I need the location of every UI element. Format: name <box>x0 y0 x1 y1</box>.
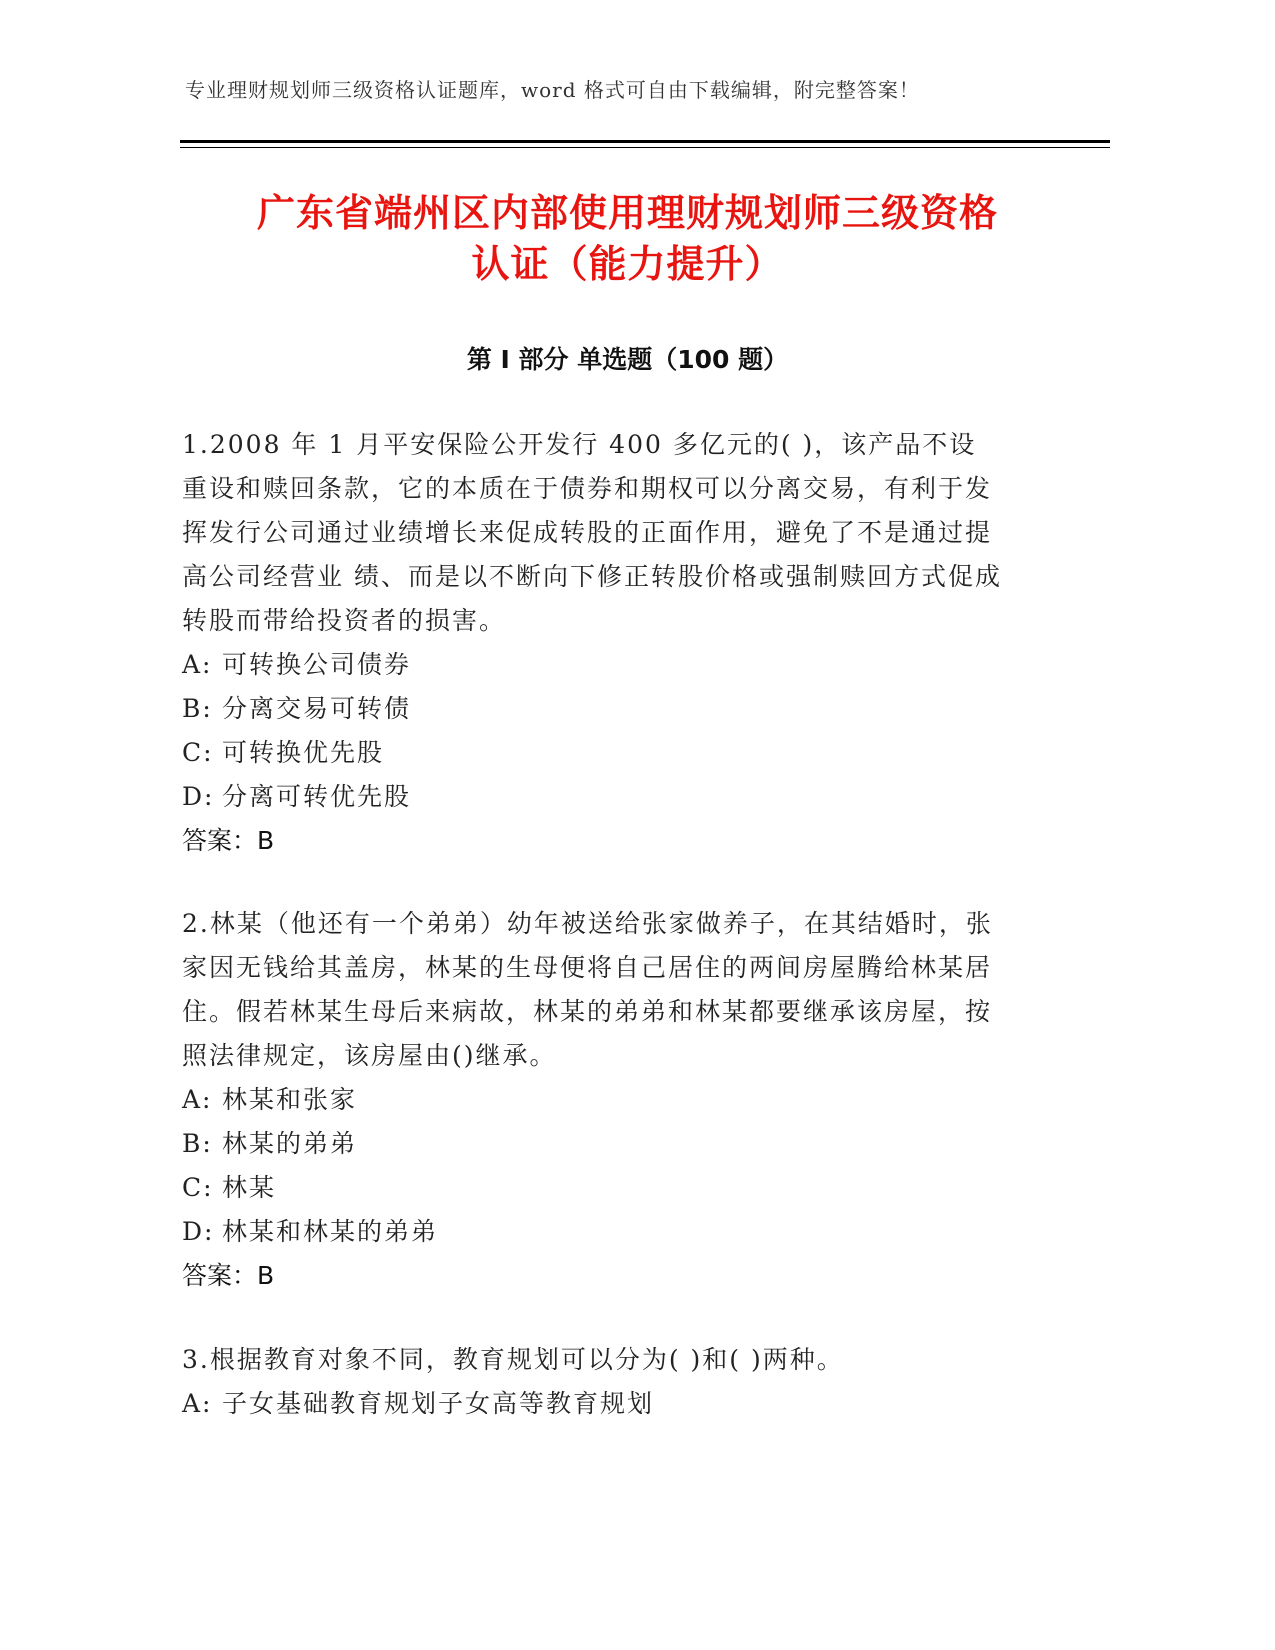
option-text: 可转换公司债券 <box>222 650 412 679</box>
option-letter: A: <box>182 1389 213 1418</box>
option-b <box>182 687 1032 731</box>
question-stem-line: 高公司经营业 绩、而是以不断向下修正转股价格或强制赎回方式促成 <box>182 562 1002 591</box>
document-title <box>175 188 1080 290</box>
option-letter: A: <box>182 650 213 679</box>
option-letter: B: <box>182 1129 213 1158</box>
question-stem-line: 2.林某（他还有一个弟弟）幼年被送给张家做养子，在其结婚时，张 <box>182 909 993 938</box>
question-2 <box>182 902 1032 1298</box>
option-c <box>182 1166 1032 1210</box>
header-rule-thin <box>180 147 1110 148</box>
option-text: 林某的弟弟 <box>222 1129 358 1158</box>
question-stem-line: 住。假若林某生母后来病故，林某的弟弟和林某都要继承该房屋，按 <box>182 997 993 1026</box>
option-text: 分离交易可转债 <box>222 694 412 723</box>
option-letter: D: <box>182 782 215 811</box>
option-text: 林某 <box>222 1173 277 1202</box>
title-line-2: 认证（能力提升） <box>471 242 784 286</box>
option-text: 子女基础教育规划子女高等教育规划 <box>222 1389 655 1418</box>
option-a <box>182 1382 1032 1426</box>
option-text: 可转换优先股 <box>222 738 385 767</box>
question-stem-line: 家因无钱给其盖房，林某的生母便将自己居住的两间房屋腾给林某居 <box>182 953 993 982</box>
option-letter: A: <box>182 1085 213 1114</box>
section-title: 第 I 部分 单选题（100 题） <box>466 345 789 374</box>
question-stem-line: 照法律规定，该房屋由()继承。 <box>182 1041 557 1070</box>
question-stem-line: 转股而带给投资者的损害。 <box>182 606 507 635</box>
option-a <box>182 1078 1032 1122</box>
question-stem-line: 重设和赎回条款，它的本质在于债券和期权可以分离交易，有利于发 <box>182 474 993 503</box>
title-line-1: 广东省端州区内部使用理财规划师三级资格 <box>256 191 998 235</box>
option-letter: C: <box>182 1173 214 1202</box>
option-a <box>182 643 1032 687</box>
answer-line: 答案：B <box>182 826 275 855</box>
option-text: 分离可转优先股 <box>222 782 412 811</box>
question-stem-line: 挥发行公司通过业绩增长来促成转股的正面作用，避免了不是通过提 <box>182 518 993 547</box>
option-letter: D: <box>182 1217 215 1246</box>
option-d <box>182 775 1032 819</box>
option-letter: C: <box>182 738 214 767</box>
option-letter: B: <box>182 694 213 723</box>
page-header-text: 专业理财规划师三级资格认证题库，word 格式可自由下载编辑，附完整答案！ <box>185 78 920 102</box>
question-3 <box>182 1338 1032 1426</box>
question-1 <box>182 423 1032 863</box>
question-stem-line: 1.2008 年 1 月平安保险公开发行 400 多亿元的( )，该产品不设 <box>182 430 977 459</box>
header-rule-thick <box>180 140 1110 143</box>
answer-line: 答案：B <box>182 1261 275 1290</box>
option-b <box>182 1122 1032 1166</box>
option-c <box>182 731 1032 775</box>
option-text: 林某和张家 <box>222 1085 358 1114</box>
option-text: 林某和林某的弟弟 <box>222 1217 439 1246</box>
question-stem-line: 3.根据教育对象不同，教育规划可以分为( )和( )两种。 <box>182 1345 844 1374</box>
option-d <box>182 1210 1032 1254</box>
